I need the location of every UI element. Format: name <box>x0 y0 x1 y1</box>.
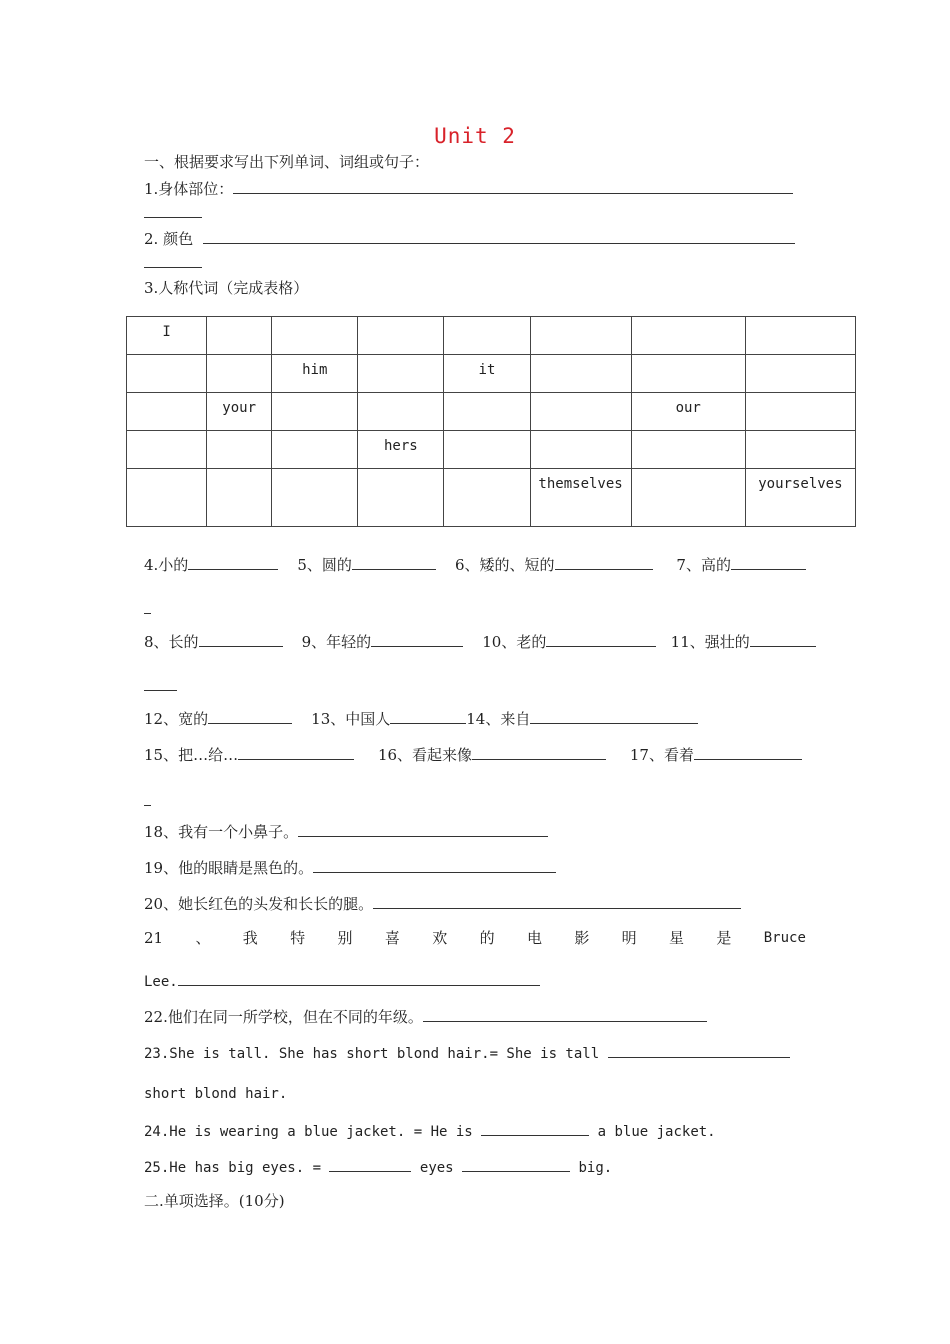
answer-blank-continued[interactable] <box>144 598 151 619</box>
table-cell[interactable] <box>444 431 530 469</box>
question-21 <box>144 928 806 948</box>
table-cell[interactable] <box>631 317 745 355</box>
table-cell: our <box>631 393 745 431</box>
table-cell[interactable] <box>631 431 745 469</box>
answer-blank[interactable] <box>750 631 816 647</box>
table-cell[interactable] <box>745 317 855 355</box>
question-5-label: 5、圆的 <box>297 556 352 574</box>
question-2-label: 2. 颜色 <box>144 230 194 248</box>
table-cell[interactable] <box>127 431 207 469</box>
answer-blank[interactable] <box>233 178 793 194</box>
table-cell[interactable] <box>745 355 855 393</box>
answer-blank[interactable] <box>608 1042 790 1058</box>
table-row <box>127 469 856 527</box>
table-cell[interactable] <box>631 469 745 527</box>
answer-blank-continued[interactable] <box>144 202 202 223</box>
page-title: Unit 2 <box>434 124 516 148</box>
table-cell[interactable] <box>745 393 855 431</box>
answer-blank[interactable] <box>530 708 698 724</box>
question-22-label: 22.他们在同一所学校，但在不同的年级。 <box>144 1008 423 1026</box>
question-21-token: 、 <box>195 929 211 947</box>
table-cell[interactable] <box>207 431 272 469</box>
vocab-row-2 <box>144 631 816 652</box>
table-cell[interactable] <box>530 355 631 393</box>
table-cell[interactable] <box>358 317 444 355</box>
answer-blank[interactable] <box>329 1156 411 1172</box>
question-21-continued <box>144 970 540 992</box>
question-4-label: 4.小的 <box>144 556 189 574</box>
table-cell[interactable] <box>207 469 272 527</box>
question-8-label: 8、长的 <box>144 633 199 651</box>
table-cell[interactable] <box>272 431 358 469</box>
table-cell[interactable] <box>127 469 207 527</box>
answer-blank[interactable] <box>423 1006 707 1022</box>
answer-blank[interactable] <box>188 554 278 570</box>
question-21-token: 欢 <box>432 929 448 947</box>
table-cell[interactable] <box>358 469 444 527</box>
answer-blank[interactable] <box>731 554 806 570</box>
table-cell[interactable] <box>444 393 530 431</box>
question-17-label: 17、看着 <box>629 746 694 764</box>
question-21-token: 星 <box>669 929 685 947</box>
pronoun-table <box>126 316 856 527</box>
question-21-token: 是 <box>716 929 732 947</box>
question-12-label: 12、宽的 <box>144 710 209 728</box>
table-cell[interactable] <box>358 355 444 393</box>
answer-blank-continued[interactable] <box>144 252 202 273</box>
answer-blank[interactable] <box>313 857 556 873</box>
answer-blank[interactable] <box>199 631 283 647</box>
table-cell: I <box>127 317 207 355</box>
question-9-label: 9、年轻的 <box>301 633 372 651</box>
question-24-label: 24.He is wearing a blue jacket. = He is <box>144 1124 473 1140</box>
question-21-token: 别 <box>337 929 353 947</box>
question-25 <box>144 1156 612 1178</box>
answer-blank[interactable] <box>352 554 436 570</box>
question-21-token: 我 <box>242 929 258 947</box>
question-6-label: 6、矮的、短的 <box>455 556 555 574</box>
question-11-label: 11、强壮的 <box>670 633 750 651</box>
question-21-end: Lee. <box>144 974 178 990</box>
question-23-label: 23.She is tall. She has short blond hair.= She is tall <box>144 1046 600 1062</box>
answer-blank[interactable] <box>481 1120 589 1136</box>
question-25-end: big. <box>578 1160 613 1176</box>
answer-blank[interactable] <box>390 708 466 724</box>
answer-blank[interactable] <box>238 744 354 760</box>
question-21-token: Bruce <box>763 930 806 946</box>
question-2 <box>144 228 795 249</box>
question-18 <box>144 821 548 842</box>
question-15-label: 15、把…给… <box>144 746 239 764</box>
question-23 <box>144 1042 790 1064</box>
table-cell[interactable] <box>272 393 358 431</box>
table-cell[interactable] <box>272 469 358 527</box>
table-row <box>127 355 856 393</box>
answer-blank[interactable] <box>462 1156 570 1172</box>
answer-blank[interactable] <box>208 708 292 724</box>
question-13-label: 13、中国人 <box>311 710 391 728</box>
question-23-continued: short blond hair. <box>144 1086 288 1102</box>
question-19-label: 19、他的眼睛是黑色的。 <box>144 859 314 877</box>
answer-blank[interactable] <box>371 631 463 647</box>
vocab-row-3 <box>144 708 698 729</box>
question-22 <box>144 1006 707 1027</box>
table-cell[interactable] <box>631 355 745 393</box>
table-cell: themselves <box>530 469 631 527</box>
table-row <box>127 393 856 431</box>
table-cell[interactable] <box>530 431 631 469</box>
vocab-row-4 <box>144 744 802 765</box>
question-16-label: 16、看起来像 <box>377 746 473 764</box>
question-20 <box>144 893 741 914</box>
question-25-label: 25.He has big eyes. = <box>144 1160 322 1176</box>
table-cell: hers <box>358 431 444 469</box>
question-7-label: 7、高的 <box>676 556 731 574</box>
question-24 <box>144 1120 716 1142</box>
table-cell[interactable] <box>444 317 530 355</box>
question-18-label: 18、我有一个小鼻子。 <box>144 823 299 841</box>
section1-heading: 一、根据要求写出下列单词、词组或句子： <box>144 153 430 171</box>
table-row <box>127 317 856 355</box>
table-cell[interactable] <box>358 393 444 431</box>
table-cell[interactable] <box>530 317 631 355</box>
question-21-token: 明 <box>621 929 637 947</box>
vocab-row-1 <box>144 554 806 575</box>
question-21-token: 21 <box>144 929 164 947</box>
table-cell[interactable] <box>444 469 530 527</box>
table-cell[interactable] <box>127 393 207 431</box>
question-24-end: a blue jacket. <box>597 1124 716 1140</box>
question-21-token: 特 <box>290 929 306 947</box>
table-row <box>127 431 856 469</box>
table-cell[interactable] <box>207 355 272 393</box>
question-25-mid: eyes <box>419 1160 454 1176</box>
table-cell[interactable] <box>272 317 358 355</box>
question-19 <box>144 857 556 878</box>
answer-blank[interactable] <box>178 970 540 986</box>
table-cell: him <box>272 355 358 393</box>
answer-blank-continued[interactable] <box>144 790 151 811</box>
table-cell[interactable] <box>530 393 631 431</box>
answer-blank[interactable] <box>203 228 795 244</box>
table-cell: yourselves <box>745 469 855 527</box>
question-10-label: 10、老的 <box>482 633 547 651</box>
question-14-label: 14、来自 <box>466 710 531 728</box>
table-cell[interactable] <box>207 317 272 355</box>
question-1 <box>144 178 793 199</box>
answer-blank[interactable] <box>373 893 741 909</box>
answer-blank-continued[interactable] <box>144 675 177 696</box>
answer-blank[interactable] <box>298 821 548 837</box>
table-cell[interactable] <box>127 355 207 393</box>
question-21-token: 的 <box>479 929 495 947</box>
table-cell[interactable] <box>745 431 855 469</box>
answer-blank[interactable] <box>472 744 606 760</box>
answer-blank[interactable] <box>555 554 653 570</box>
question-20-label: 20、她长红色的头发和长长的腿。 <box>144 895 374 913</box>
question-3: 3.人称代词（完成表格） <box>144 279 309 297</box>
question-1-label: 1.身体部位： <box>144 180 234 198</box>
question-21-token: 影 <box>574 929 590 947</box>
answer-blank[interactable] <box>546 631 656 647</box>
section2-heading: 二.单项选择。(10分) <box>144 1192 285 1210</box>
answer-blank[interactable] <box>694 744 802 760</box>
question-21-token: 喜 <box>384 929 400 947</box>
table-cell: it <box>444 355 530 393</box>
question-21-token: 电 <box>526 929 542 947</box>
table-cell: your <box>207 393 272 431</box>
